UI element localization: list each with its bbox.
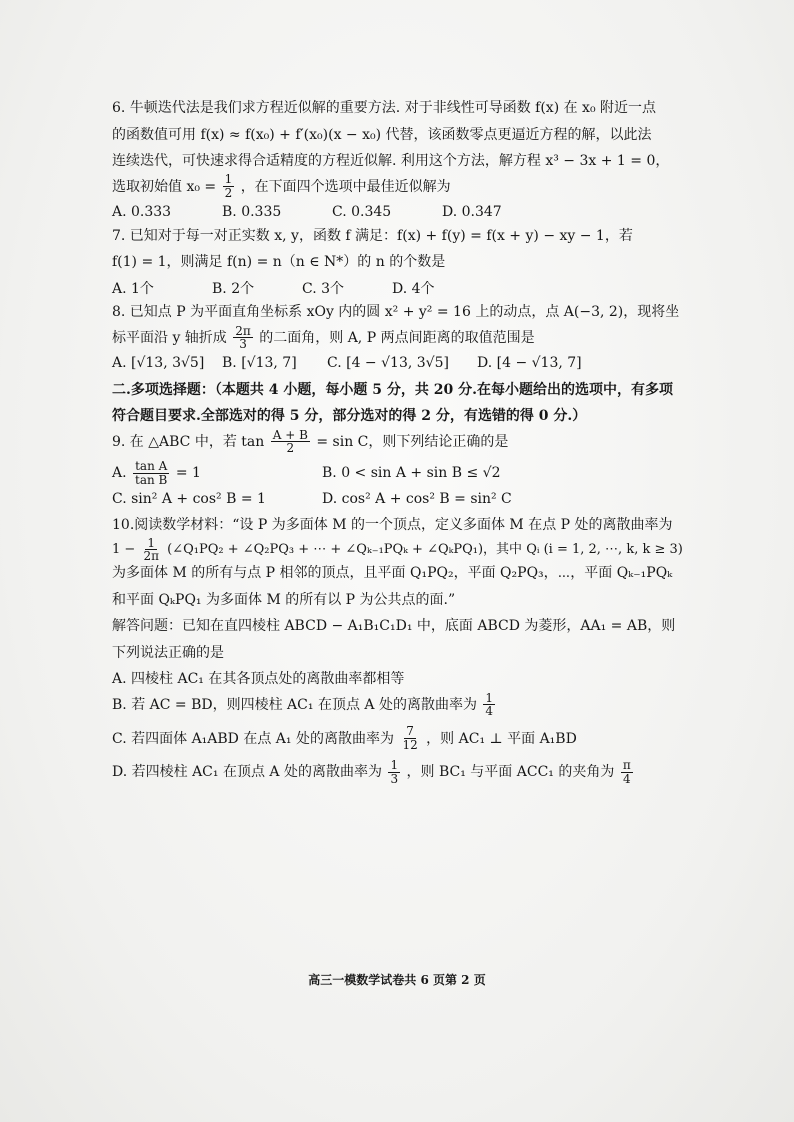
q10-option-b-fraction xyxy=(483,692,495,718)
exam-content xyxy=(112,100,692,790)
q10-option-b-num: 1 xyxy=(485,690,494,705)
q10-option-b-den: 4 xyxy=(485,704,494,719)
q10-option-b xyxy=(112,689,692,723)
q7-option-b: B. 2个 xyxy=(212,280,255,297)
q6-line-4 xyxy=(112,171,692,205)
question-6 xyxy=(112,100,692,222)
q8-line-2-prefix: 标平面沿 y 轴折成 xyxy=(112,329,227,346)
q10-line-3: 为多面体 M 的所有与点 P 相邻的顶点，且平面 Q₁PQ₂，平面 Q₂PQ₃，⋯，平面 Qₖ₋₁PQₖ xyxy=(112,565,673,582)
q10-line-2-prefix: 1 − xyxy=(112,542,136,558)
q9-frac-den: 2 xyxy=(286,441,295,456)
q9-option-a-fraction xyxy=(133,460,169,486)
q6-line-4-prefix: 选取初始值 x₀ = xyxy=(112,178,217,195)
q10-fraction xyxy=(141,537,161,563)
q9-stem xyxy=(112,426,692,460)
q9-prefix: 9. 在 △ABC 中，若 tan xyxy=(112,433,265,450)
q9-option-d: D. cos² A + cos² B = sin² C xyxy=(322,491,512,508)
q10-line-1: 10.阅读数学材料：“设 P 为多面体 M 的一个顶点，定义多面体 M 在点 P 处的离散曲率为 xyxy=(112,516,673,533)
q6-line-3: 连续迭代，可快速求得合适精度的方程近似解. 利用这个方法，解方程 x³ − 3x + 1 = 0， xyxy=(112,153,670,169)
q10-line-5: 解答问题：已知在直四棱柱 ABCD − A₁B₁C₁D₁ 中，底面 ABCD 为菱形，AA₁ = AB，则 xyxy=(112,618,676,635)
q9-options-row-1 xyxy=(112,459,692,487)
q7-line-1: 7. 已知对于每一对正实数 x, y，函数 f 满足：f(x) + f(y) = f(x + y) − xy − 1，若 xyxy=(112,227,633,244)
question-7 xyxy=(112,228,692,299)
question-10 xyxy=(112,517,692,790)
q6-line-2: 的函数值可用 f(x) ≈ f(x₀) + f′(x₀)(x − x₀) 代替，该函数零点更逼近方程的解，以此法 xyxy=(112,126,652,143)
q8-line-1: 8. 已知点 P 为平面直角坐标系 xOy 内的圆 x² + y² = 16 上的动点，点 A(−3, 2)，现将坐 xyxy=(112,304,680,321)
q10-option-d-num: 1 xyxy=(390,758,399,773)
q8-option-a: A. [√13, 3√5] xyxy=(112,355,205,372)
question-9 xyxy=(112,426,692,509)
question-8 xyxy=(112,304,692,373)
q6-option-d: D. 0.347 xyxy=(442,204,502,221)
q8-frac-den: 3 xyxy=(239,337,247,352)
q6-frac-num: 1 xyxy=(224,172,233,187)
q6-frac-den: 2 xyxy=(224,186,233,200)
q8-line-2-suffix: 的二面角，则 A, P 两点间距离的取值范围是 xyxy=(259,329,535,346)
q10-option-c-den: 12 xyxy=(402,738,418,753)
q10-line-2 xyxy=(112,534,692,565)
q7-option-d: D. 4个 xyxy=(392,280,435,297)
q6-line-1: 6. 牛顿迭代法是我们求方程近似解的重要方法. 对于非线性可导函数 f(x) 在 x₀ 附近一点 xyxy=(112,100,657,116)
q10-option-d-prefix: D. 若四棱柱 AC₁ 在顶点 A 处的离散曲率为 xyxy=(112,764,382,781)
q10-line-2-suffix: (∠Q₁PQ₂ + ∠Q₂PQ₃ + ⋯ + ∠Qₖ₋₁PQₖ + ∠QₖPQ₁)，其中 Qᵢ (i = 1, 2, ⋯, k, k ≥ 3) xyxy=(167,542,683,558)
q10-frac-num: 1 xyxy=(147,535,156,550)
q10-option-c-prefix: C. 若四面体 A₁ABD 在点 A₁ 处的离散曲率为 xyxy=(112,730,394,747)
q7-line-2: f(1) = 1，则满足 f(n) = n（n ∈ N*）的 n 的个数是 xyxy=(112,254,446,271)
q10-option-d-den: 3 xyxy=(390,771,399,786)
q8-fraction xyxy=(233,325,253,351)
q6-option-c: C. 0.345 xyxy=(332,204,392,221)
q10-option-c-fraction xyxy=(400,725,419,751)
q9-options-row-2 xyxy=(112,491,692,509)
q6-line-4-suffix: ，在下面四个选项中最佳近似解为 xyxy=(240,178,451,195)
q10-option-d-mid: ，则 BC₁ 与平面 ACC₁ 的夹角为 xyxy=(406,764,615,781)
q7-option-a: A. 1个 xyxy=(112,280,154,297)
q9-option-a-num: tan A xyxy=(135,459,168,474)
q8-option-d: D. [4 − √13, 7] xyxy=(477,355,582,372)
q9-option-a xyxy=(112,459,322,487)
q9-fraction xyxy=(271,429,310,455)
q6-fraction xyxy=(223,173,235,199)
q10-option-c-num: 7 xyxy=(406,724,414,739)
q10-option-d-num-2: π xyxy=(622,758,631,773)
q10-option-d-fraction xyxy=(388,759,400,785)
section-2-line-2: 符合题目要求.全部选对的得 5 分，部分选对的得 2 分，有选错的得 0 分.） xyxy=(112,408,587,425)
q9-option-a-suffix: = 1 xyxy=(175,465,201,482)
q6-option-b: B. 0.335 xyxy=(222,204,282,221)
q6-option-a: A. 0.333 xyxy=(112,204,172,221)
q10-option-c xyxy=(112,723,692,757)
page-footer: 高三一模数学试卷共 6 页第 2 页 xyxy=(308,973,486,987)
q10-option-a: A. 四棱柱 AC₁ 在其各顶点处的离散曲率都相等 xyxy=(112,671,405,688)
q8-option-c: C. [4 − √13, 3√5] xyxy=(327,355,449,372)
q8-option-b: B. [√13, 7] xyxy=(222,355,297,372)
q10-line-4: 和平面 QₖPQ₁ 为多面体 M 的所有以 P 为公共点的面.” xyxy=(112,591,456,608)
q8-frac-num: 2π xyxy=(235,323,251,338)
q8-options xyxy=(112,355,692,373)
q9-frac-num: A + B xyxy=(272,427,308,442)
q10-option-b-prefix: B. 若 AC = BD，则四棱柱 AC₁ 在顶点 A 处的离散曲率为 xyxy=(112,696,477,713)
section-2-line-1: 二.多项选择题：（本题共 4 小题，每小题 5 分，共 20 分.在每小题给出的选项中，有多项 xyxy=(112,381,673,398)
q10-option-c-suffix: ，则 AC₁ ⊥ 平面 A₁BD xyxy=(426,730,577,747)
q7-option-c: C. 3个 xyxy=(302,280,345,297)
section-multiple-choice xyxy=(112,382,692,426)
q9-option-b: B. 0 < sin A + sin B ≤ √2 xyxy=(322,465,501,482)
q8-line-2 xyxy=(112,322,692,356)
q9-option-a-prefix: A. xyxy=(112,465,127,482)
q10-option-d-den-2: 4 xyxy=(622,771,631,786)
q10-option-d xyxy=(112,756,692,790)
q10-frac-den: 2π xyxy=(143,549,159,564)
q9-option-c: C. sin² A + cos² B = 1 xyxy=(112,491,266,508)
q9-suffix: = sin C，则下列结论正确的是 xyxy=(316,433,509,450)
q10-option-d-fraction-2 xyxy=(621,759,633,785)
q10-line-6: 下列说法正确的是 xyxy=(112,644,224,661)
q6-options xyxy=(112,204,692,222)
q7-options xyxy=(112,281,692,299)
q9-option-a-den: tan B xyxy=(135,472,168,487)
